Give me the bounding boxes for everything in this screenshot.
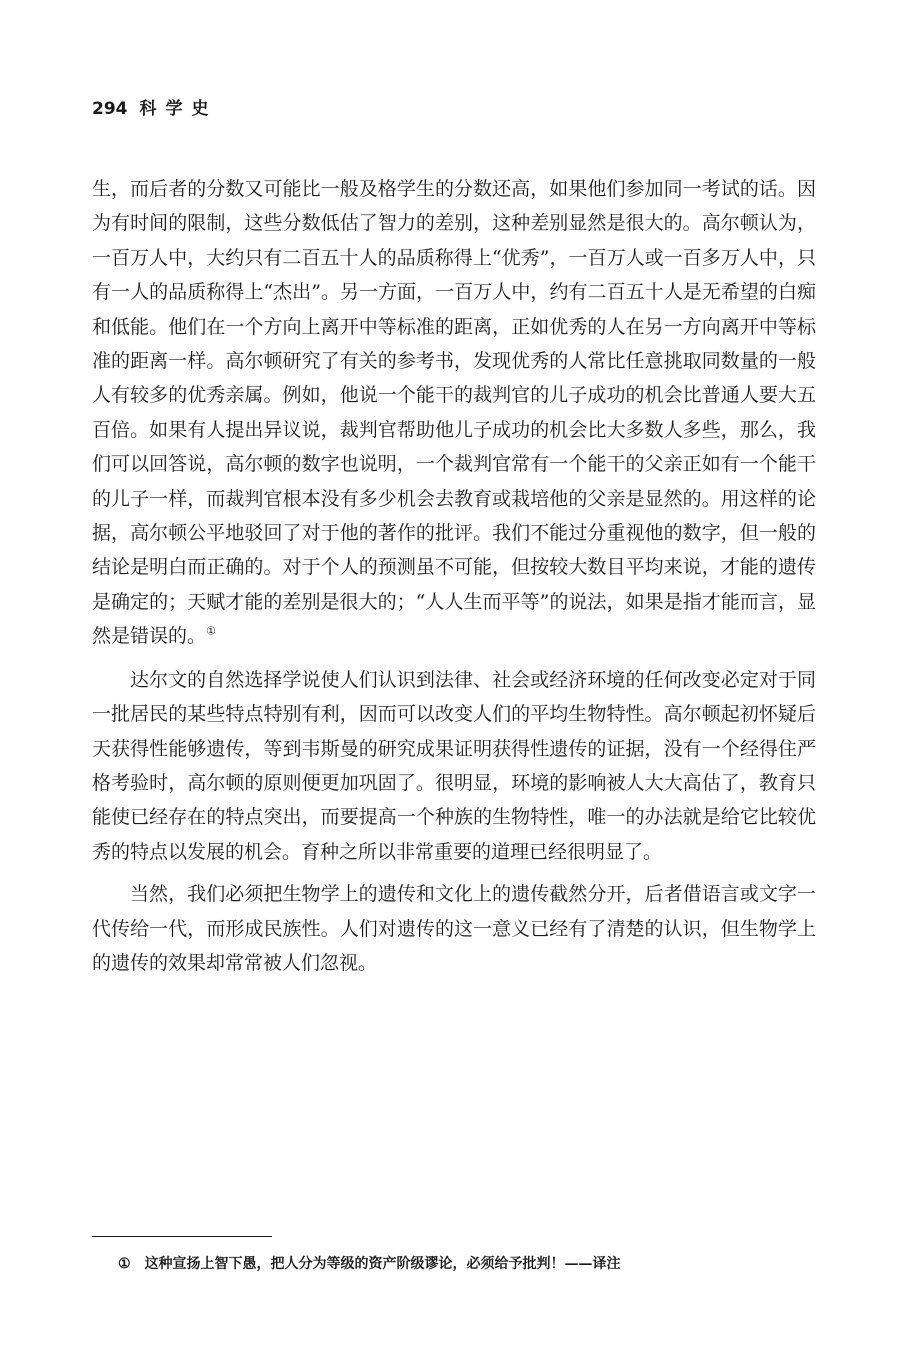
footnote-divider	[92, 1236, 272, 1237]
body-text	[92, 172, 816, 988]
page-number: 294	[92, 99, 128, 119]
book-title: 科学史	[139, 99, 218, 119]
footnote	[118, 1253, 621, 1273]
paragraph-text: 生，而后者的分数又可能比一般及格学生的分数还高，如果他们参加同一考试的话。因为有时间的限制，这些分数低估了智力的差别，这种差别显然是很大的。高尔顿认为，一百万人中，大约只有二百五十人的品质称得上“优秀”，一百万人或一百多万人中，只有一人的品质称得上“杰出”。另一方面，一百万人中，约有二百五十人是无希望的白痴和低能。他们在一个方向上离开中等标准的距离，正如优秀的人在另一方向离开中等标准的距离一样。高尔顿研究了有关的参考书，发现优秀的人常比任意挑取同数量的一般人有较多的优秀亲属。例如，他说一个能干的裁判官的儿子成功的机会比普通人要大五百倍。如果有人提出异议说，裁判官帮助他儿子成功的机会比大多数人多些，那么，我们可以回答说，高尔顿的数字也说明，一个裁判官常有一个能干的父亲正如有一个能干的儿子一样，而裁判官根本没有多少机会去教育或栽培他的父亲是显然的。用这样的论据，高尔顿公平地驳回了对于他的著作的批评。我们不能过分重视他的数字，但一般的结论是明白而正确的。对于个人的预测虽不可能，但按较大数目平均来说，才能的遗传是确定的；天赋才能的差别是很大的；“人人生而平等”的说法，如果是指才能而言，显然是错误的。	[92, 178, 816, 648]
footnote-text: 这种宣扬上智下愚，把人分为等级的资产阶级谬论，必须给予批判！——译注	[144, 1256, 621, 1272]
paragraph: 当然，我们必须把生物学上的遗传和文化上的遗传截然分开，后者借语言或文字一代传给一代，而形成民族性。人们对遗传的这一意义已经有了清楚的认识，但生物学上的遗传的效果却常常被人们忽视。	[92, 883, 816, 974]
paragraph: 达尔文的自然选择学说使人们认识到法律、社会或经济环境的任何改变必定对于同一批居民的某些特点特别有利，因而可以改变人们的平均生物特性。高尔顿起初怀疑后天获得性能够遗传，等到韦斯曼的研究成果证明获得性遗传的证据，没有一个经得住严格考验时，高尔顿的原则便更加巩固了。很明显，环境的影响被人大大高估了，教育只能使已经存在的特点突出，而要提高一个种族的生物特性，唯一的办法就是给它比较优秀的特点以发展的机会。育种之所以非常重要的道理已经很明显了。	[92, 668, 816, 863]
footnote-mark: ①	[118, 1256, 131, 1272]
paragraph	[92, 172, 816, 654]
footnote-reference: ①	[206, 624, 216, 638]
running-header	[92, 94, 218, 119]
